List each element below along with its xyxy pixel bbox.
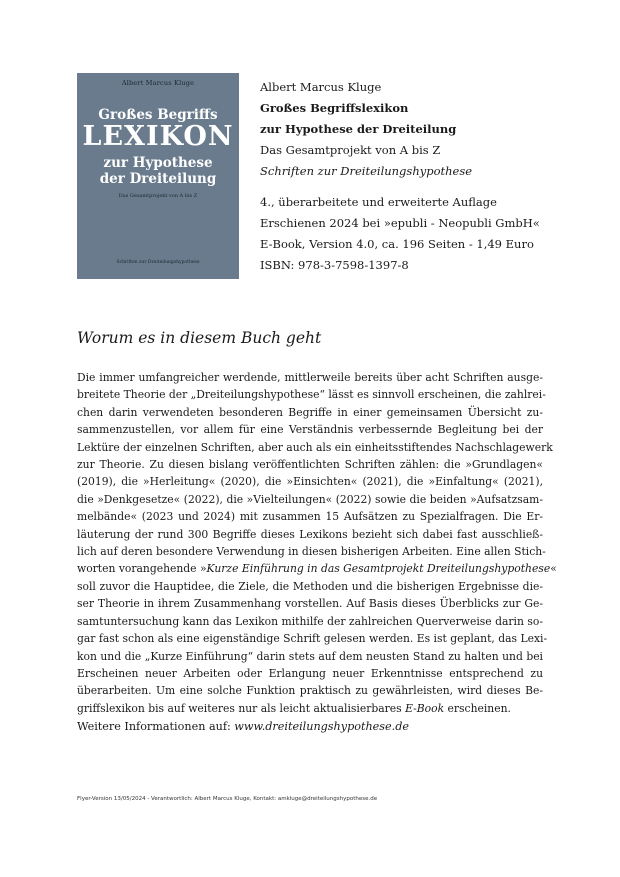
info-edition: 4., überarbeitete und erweiterte Auflage [260,195,497,209]
info-tagline: Das Gesamtprojekt von A bis Z [260,143,441,157]
body-line: Erscheinen neuer Arbeiten oder Erlangung neuer Erkenntnisse entsprechend zu [77,666,543,680]
cover-series: Schriften zur Dreiteilungshypothese [116,260,200,265]
body-line: lich auf deren besondere Verwendung in diesen bisherigen Arbeiten. Eine allen Stich- [77,545,546,559]
body-line: soll zuvor die Hauptidee, die Ziele, die Methoden und die bisherigen Ergebnisse die- [77,579,543,593]
more-info [77,720,409,733]
book-cover-image [77,73,239,279]
body-line: läuterung der rund 300 Begriffe dieses Lexikons bezieht sich dabei fast ausschließ- [77,527,543,541]
body-line: ser Theorie in ihrem Zusammenhang vorstellen. Auf Basis dieses Überblicks zur Ge- [77,597,543,611]
body-text-run: « [550,562,557,576]
body-text-run: worten vorangehende » [77,562,207,576]
body-line: melbände« (2023 und 2024) mit zusammen 15 Aufsätzen zu Spezialfragen. Die Er- [77,510,543,524]
body-line: Lektüre der einzelnen Schriften, aber auch als ein einheitsstiftendes Nachschlagewerk [77,440,553,454]
body-line: überarbeiten. Um eine solche Funktion praktisch zu gewährleisten, wird dieses Be- [77,684,543,698]
info-series: Schriften zur Dreiteilungshypothese [260,164,473,178]
body-text-run: griffslexikon bis auf weiteres nur als leicht aktualisierbares [77,701,406,715]
description-paragraph [77,369,557,717]
body-italic-run: E-Book [405,701,445,715]
website-link[interactable]: www.dreiteilungshypothese.de [234,720,409,733]
cover-title-line2: LEXIKON [82,121,234,152]
footer-note: Flyer-Version 13/05/2024 - Verantwortlich: Albert Marcus Kluge, Kontakt: amkluge@dreiteilungshypothese.de [77,796,378,802]
cover-title-line3: zur Hypothese [103,155,213,171]
info-subtitle: zur Hypothese der Dreiteilung [260,122,457,136]
info-author: Albert Marcus Kluge [260,80,382,94]
cover-author: Albert Marcus Kluge [121,79,195,87]
body-line: samtuntersuchung kann das Lexikon mithilfe der zahlreichen Querverweise darin so- [77,614,543,628]
cover-title-line4: der Dreiteilung [99,171,217,187]
body-text-run: erscheinen. [444,701,511,715]
body-line: gar fast schon als eine eigenständige Schrift gelesen werden. Es ist geplant, das Lexi- [77,632,548,646]
body-line: breitete Theorie der „Dreiteilungshypothese“ lässt es sinnvoll erscheinen, die zahlrei- [77,388,546,402]
body-line [77,560,557,577]
body-line: zur Theorie. Zu diesen bislang veröffentlichten Schriften zählen: die »Grundlagen« [77,458,543,472]
section-heading: Worum es in diesem Buch geht [77,329,322,347]
body-line: die »Denkgesetze« (2022), die »Vielteilungen« (2022) sowie die beiden »Aufsatzsam- [77,492,543,506]
cover-title-line1: Großes Begriffs [98,107,218,123]
body-italic-run: Kurze Einführung in das Gesamtprojekt Dreiteilungshypothese [206,562,551,576]
body-line: chen darin verwendeten besonderen Begriffe in einer gemeinsamen Übersicht zu- [77,405,543,419]
body-line: Die immer umfangreicher werdende, mittlerweile bereits über acht Schriften ausge- [77,371,543,384]
book-info [260,77,540,276]
info-isbn: ISBN: 978-3-7598-1397-8 [260,258,409,272]
cover-subtitle: Das Gesamtprojekt von A bis Z [118,193,198,199]
body-line: kon und die „Kurze Einführung“ darin stets auf dem neusten Stand zu halten und bei [77,649,543,663]
info-published: Erschienen 2024 bei »epubli - Neopubli GmbH« [260,216,540,230]
body-line: sammenzustellen, vor allem für eine Verständnis verbessernde Begleitung bei der [77,423,543,437]
body-line: (2019), die »Herleitung« (2020), die »Einsichten« (2021), die »Einfaltung« (2021), [77,475,543,489]
more-info-label: Weitere Informationen auf: [77,720,235,733]
info-title: Großes Begriffslexikon [260,101,409,115]
body-line [77,700,543,717]
info-format: E-Book, Version 4.0, ca. 196 Seiten - 1,49 Euro [260,237,534,251]
